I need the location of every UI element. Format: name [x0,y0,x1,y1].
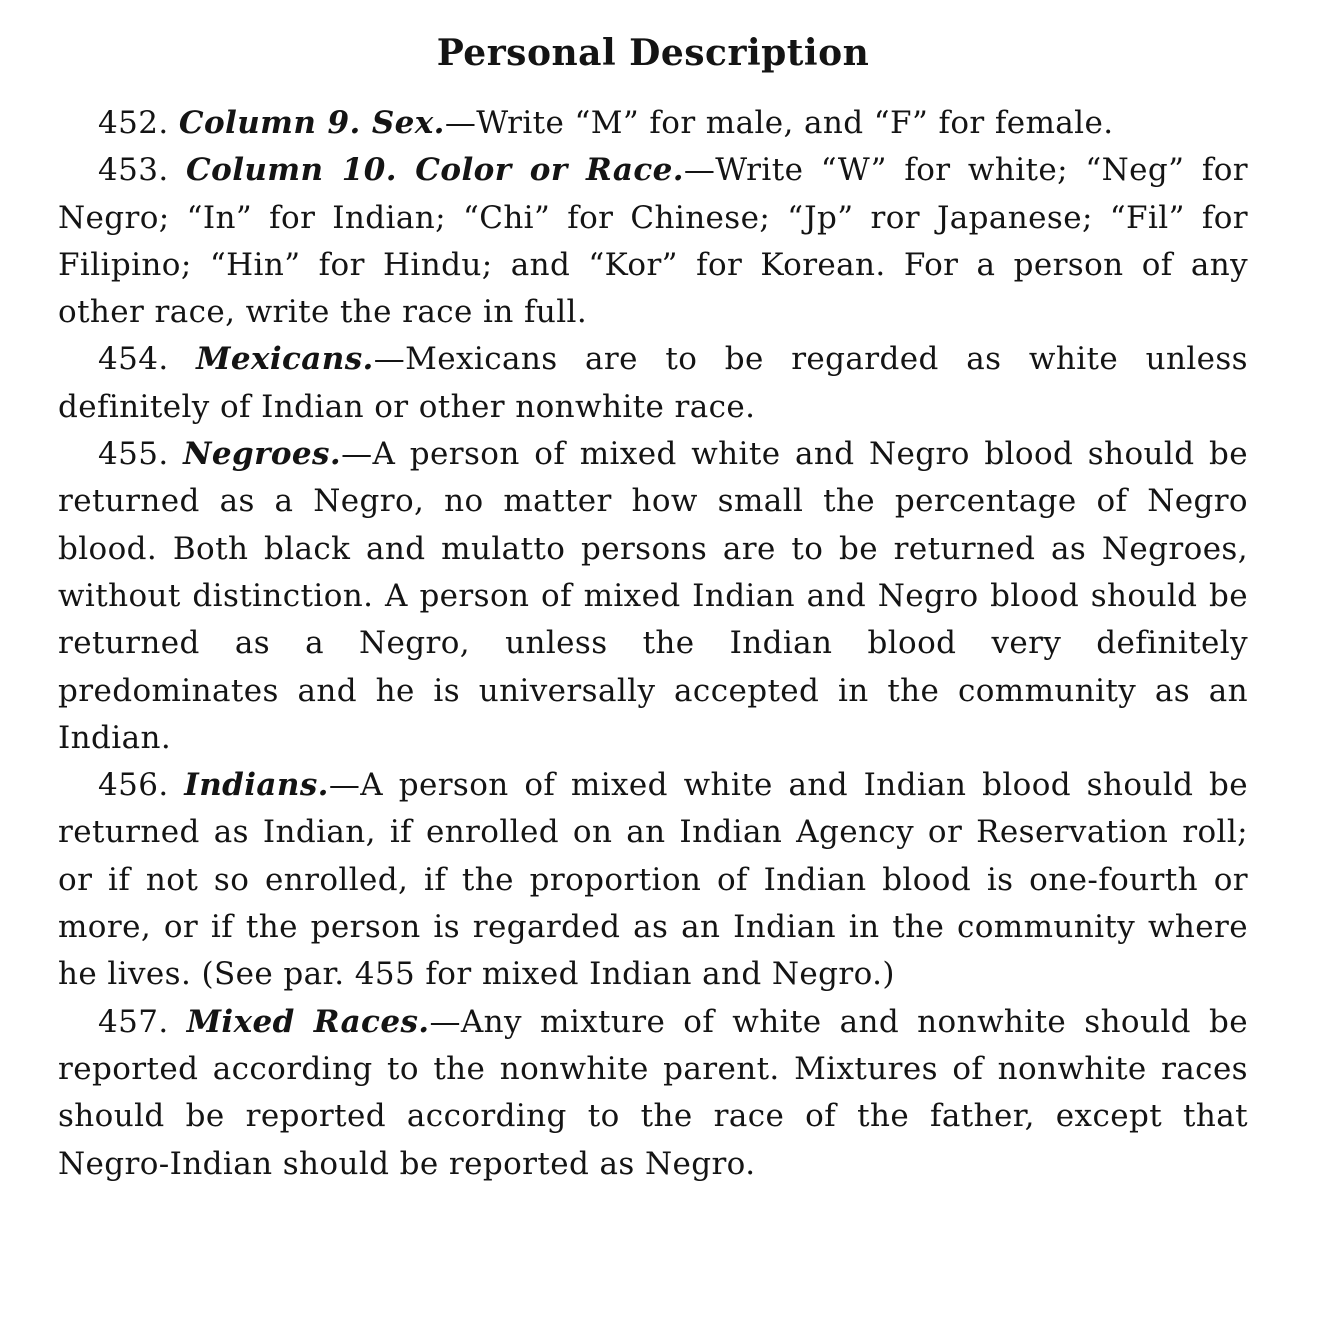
paragraph-455 [58,431,1248,762]
paragraph-text: —A person of mixed white and Negro blood should be returned as a Negro, no matter how small the percentage of Negro blood. Both black and mulatto persons are to be returned as Negroes, without distinction. A person of mixed Indian and Negro blood should be returned as a Negro, unless the Indian blood very definitely predominates and he is universally accepted in the community as an Indian. [58,436,1248,756]
paragraph-number: 452. [98,105,169,141]
paragraph-heading: Mexicans. [196,341,374,378]
page-title: Personal Description [436,32,870,74]
paragraph-number: 457. [98,1003,169,1040]
paragraph-heading: Indians. [184,767,329,804]
paragraph-text: —Any mixture of white and nonwhite should be reported according to the nonwhite parent. Mixtures of nonwhite races should be reported according to the race of the father, except that Negro-Indian should be reported as Negro. [58,1003,1248,1182]
paragraph-heading: Negroes. [183,436,342,473]
paragraph-text: —A person of mixed white and Indian blood should be returned as Indian, if enrolled on an Indian Agency or Reservation roll; or if not so enrolled, if the proportion of Indian blood is one-fourth or more, or if the person is regarded as an Indian in the community where he lives. (See par. 455 for mixed Indian and Negro.) [58,767,1248,993]
paragraph-heading: Mixed Races. [186,1003,430,1040]
paragraph-457 [58,999,1248,1188]
paragraph-452 [58,100,1248,147]
paragraph-number: 455. [98,436,169,473]
paragraph-text: —Mexicans are to be regarded as white unless definitely of Indian or other nonwhite race. [58,341,1248,425]
paragraph-number: 456. [98,767,169,804]
paragraph-number: 453. [98,152,169,189]
paragraph-text: —Write “M” for male, and “F” for female. [444,105,1114,141]
paragraph-text: —Write “W” for white; “Neg” for Negro; “In” for Indian; “Chi” for Chinese; “Jp” ror Japanese; “Fil” for Filipino; “Hin” for Hindu; and “Kor” for Korean. For a person of any other race, write the race in full. [58,152,1248,331]
paragraph-number: 454. [98,341,169,378]
paragraph-454 [58,336,1248,431]
paragraph-453 [58,147,1248,336]
paragraph-heading: Column 10. Color or Race. [186,152,684,189]
paragraph-heading: Column 9. Sex. [178,105,445,141]
document-page [58,26,1248,1188]
paragraph-456 [58,762,1248,998]
